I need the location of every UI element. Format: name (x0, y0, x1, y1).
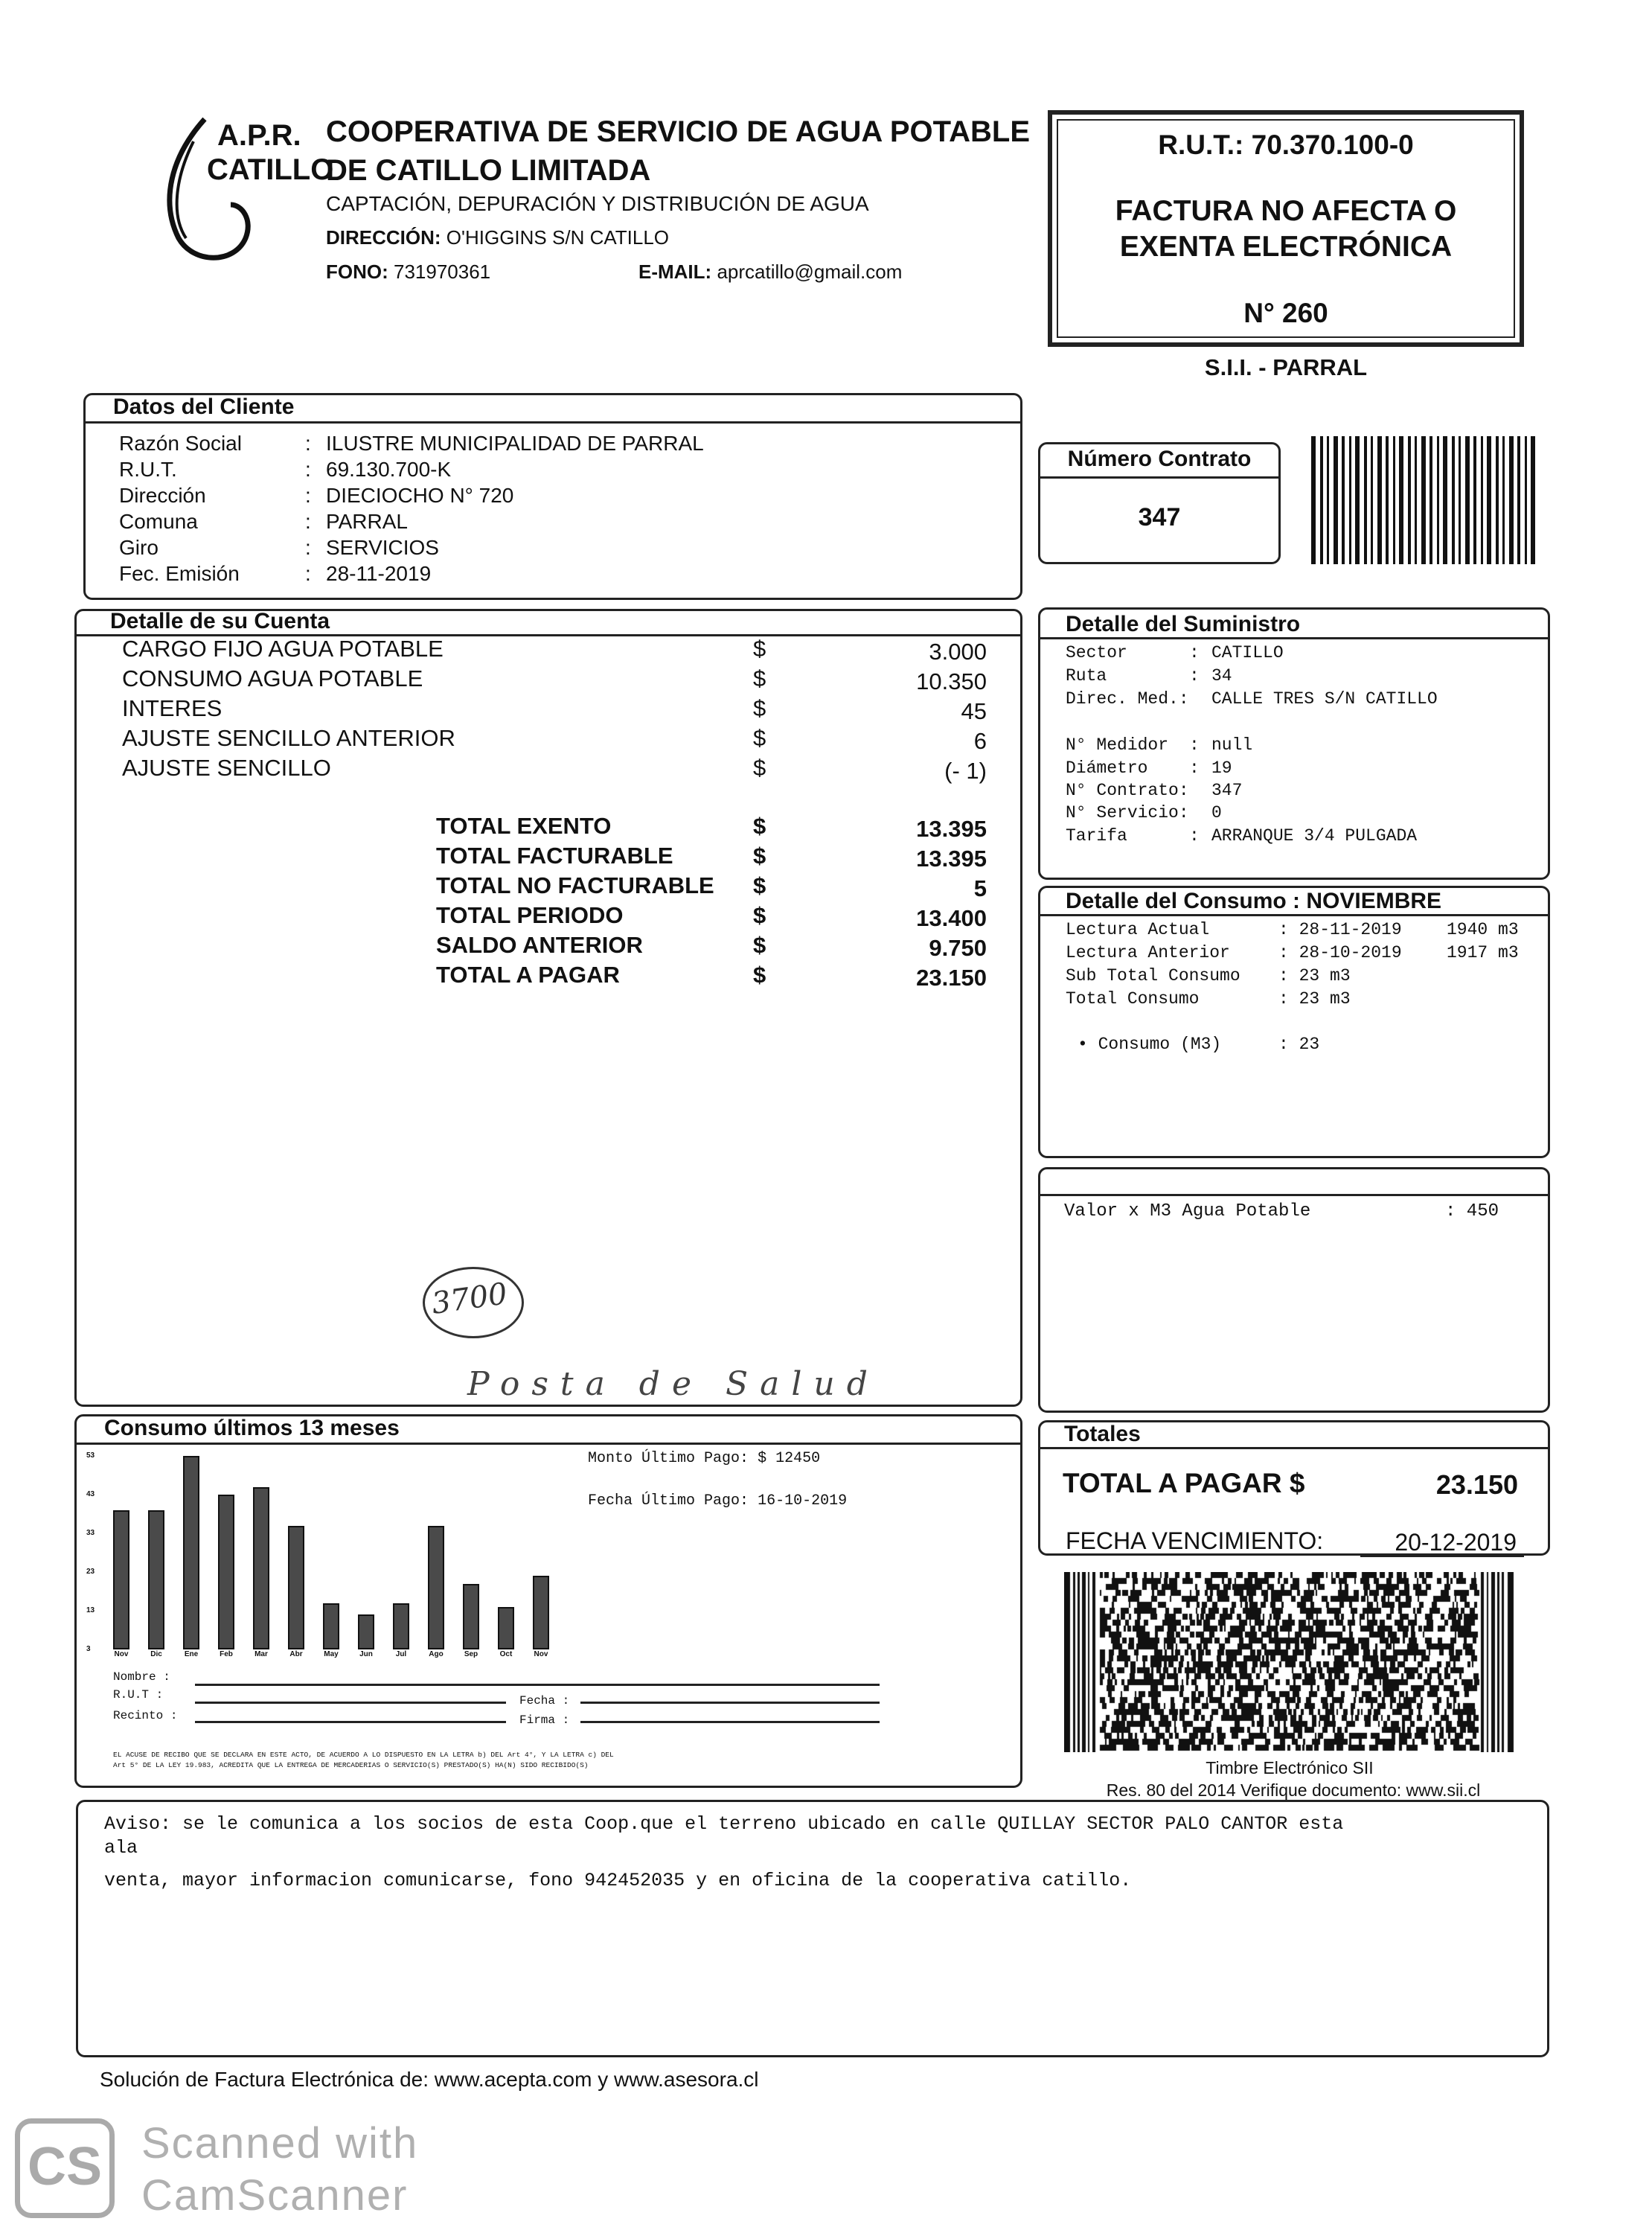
supply-field-colon: : (1189, 643, 1200, 662)
chart-bar (183, 1456, 199, 1649)
chart-bar (253, 1487, 269, 1649)
account-item-currency: $ (753, 636, 766, 662)
receipt-name-label: Nombre : (113, 1670, 170, 1684)
watermark-line1: Scanned with (141, 2119, 419, 2167)
client-field-value: PARRAL (326, 510, 408, 533)
total-to-pay-value: 23.150 (1435, 1469, 1518, 1500)
account-item-value: 6 (973, 728, 987, 754)
client-field-label: Dirección (119, 484, 206, 507)
receipt-date-label: Fecha : (519, 1694, 570, 1708)
account-total-value: 9.750 (929, 935, 987, 961)
y-tick-label: 23 (86, 1568, 95, 1576)
account-total-currency: $ (753, 902, 766, 928)
client-field-colon: : (305, 562, 311, 585)
x-tick-label: Oct (499, 1650, 513, 1658)
consumption-field-value: : 23 m3 (1278, 966, 1351, 985)
chart-bar (358, 1614, 374, 1649)
account-item-value: 10.350 (916, 668, 987, 694)
chart-bar (323, 1603, 339, 1649)
client-field-colon: : (305, 484, 311, 507)
invoice-title-line2: EXENTA ELECTRÓNICA (1119, 231, 1453, 263)
account-total-value: 13.400 (916, 905, 987, 931)
client-field-value: 69.130.700-K (326, 458, 452, 481)
account-item-label: CONSUMO AGUA POTABLE (122, 665, 423, 691)
chart-bar (533, 1576, 549, 1649)
notice-line2: ala (104, 1837, 138, 1859)
receipt-rut-label: R.U.T : (113, 1688, 164, 1702)
supply-field-label: Diámetro (1066, 758, 1148, 778)
client-field-label: Giro (119, 536, 159, 559)
client-field-value: ILUSTRE MUNICIPALIDAD DE PARRAL (326, 432, 704, 455)
last-payment-amount-label: Monto Último Pago: (588, 1450, 749, 1467)
supply-field-colon: : (1189, 666, 1200, 686)
client-field-colon: : (305, 432, 311, 455)
supply-field-value: CALLE TRES S/N CATILLO (1211, 689, 1438, 709)
account-total-label: TOTAL EXENTO (436, 813, 612, 839)
receipt-name-line (195, 1684, 880, 1686)
account-total-currency: $ (753, 932, 766, 958)
x-tick-label: Abr (289, 1650, 303, 1658)
x-tick-label: Feb (220, 1650, 233, 1658)
account-item-label: AJUSTE SENCILLO (122, 755, 331, 781)
account-total-currency: $ (753, 872, 766, 898)
receipt-signature-label: Firma : (519, 1713, 570, 1727)
electronic-stamp-label: Timbre Electrónico SII (1206, 1758, 1374, 1777)
y-tick-label: 3 (86, 1645, 91, 1653)
last-payment-date-value: 16-10-2019 (758, 1492, 848, 1510)
account-total-value: 23.150 (916, 965, 987, 991)
consumption-detail-title: Detalle del Consumo : NOVIEMBRE (1066, 889, 1442, 913)
receipt-place-line (195, 1721, 506, 1723)
account-item-currency: $ (753, 755, 766, 781)
account-total-label: TOTAL NO FACTURABLE (436, 872, 714, 898)
x-tick-label: Dic (150, 1650, 162, 1658)
contract-number-title: Número Contrato (1067, 447, 1252, 471)
supply-field-label: Direc. Med.: (1066, 689, 1189, 709)
consumption-field-label: Sub Total Consumo (1066, 966, 1240, 985)
receipt-legal-line1: EL ACUSE DE RECIBO QUE SE DECLARA EN ESTE ACTO, DE ACUERDO A LO DISPUESTO EN LA LETRA b) DEL Art 4°, Y LA LETRA c) DEL (113, 1751, 614, 1759)
supply-field-label: Ruta (1066, 666, 1107, 686)
receipt-date-line (580, 1702, 880, 1704)
y-tick-label: 43 (86, 1490, 95, 1498)
address-value: O'HIGGINS S/N CATILLO (446, 226, 669, 249)
consumption-field-label: Lectura Actual (1066, 920, 1210, 939)
account-total-value: 13.395 (916, 816, 987, 842)
pdf417-pattern (1064, 1572, 1515, 1752)
consumption-m3-label: • Consumo (M3) (1078, 1035, 1222, 1054)
electronic-stamp-verify: Res. 80 del 2014 Verifique documento: www.sii.cl (1106, 1780, 1481, 1800)
x-tick-label: Mar (254, 1650, 268, 1658)
account-item-currency: $ (753, 665, 766, 691)
company-name-line1: COOPERATIVA DE SERVICIO DE AGUA POTABLE (326, 115, 1031, 148)
x-tick-label: Ago (429, 1650, 444, 1658)
client-field-label: Comuna (119, 510, 198, 533)
chart-bar (428, 1526, 444, 1649)
supply-field-label: Tarifa (1066, 826, 1127, 846)
account-item-label: INTERES (122, 695, 222, 721)
supply-detail-title: Detalle del Suministro (1066, 612, 1301, 636)
sii-office: S.I.I. - PARRAL (1204, 354, 1368, 380)
company-address (326, 226, 669, 249)
due-date-value: 20-12-2019 (1395, 1529, 1517, 1556)
x-tick-label: Jun (359, 1650, 373, 1658)
account-item-label: CARGO FIJO AGUA POTABLE (122, 636, 444, 662)
supply-field-label: N° Medidor (1066, 735, 1169, 755)
company-phone (326, 261, 490, 284)
receipt-signature-line (580, 1721, 880, 1723)
account-item-value: (- 1) (944, 758, 987, 784)
account-total-value: 5 (973, 875, 987, 901)
contract-number-value: 347 (1138, 503, 1181, 531)
last-payment-amount-value: $ 12450 (758, 1450, 821, 1467)
handwritten-amount: 3700 (429, 1277, 510, 1321)
account-total-currency: $ (753, 843, 766, 869)
x-tick-label: Nov (534, 1650, 548, 1658)
notice-line1: Aviso: se le comunica a los socios de esta Coop.que el terreno ubicado en calle QUILLAY SECTOR PALO CANTOR esta (104, 1813, 1344, 1835)
phone-label: FONO: (326, 261, 388, 283)
supply-field-value: CATILLO (1211, 643, 1284, 662)
client-field-colon: : (305, 510, 311, 533)
supply-field-colon: : (1189, 758, 1200, 778)
account-item-value: 45 (961, 698, 987, 724)
account-total-value: 13.395 (916, 846, 987, 872)
client-field-value: 28-11-2019 (326, 562, 432, 585)
y-tick-label: 33 (86, 1529, 95, 1537)
client-field-colon: : (305, 458, 311, 481)
consumption-field-value: : 28-11-2019 (1278, 920, 1402, 939)
x-tick-label: Sep (464, 1650, 478, 1658)
email-label: E-MAIL: (638, 261, 712, 283)
address-label: DIRECCIÓN: (326, 226, 441, 249)
price-per-m3-value: : 450 (1445, 1201, 1499, 1221)
account-detail-title: Detalle de su Cuenta (110, 609, 330, 633)
chart-bar (393, 1603, 409, 1649)
consumption-field-label: Lectura Anterior (1066, 943, 1230, 962)
watermark-line2: CamScanner (141, 2171, 409, 2220)
x-tick-label: Jul (395, 1650, 407, 1658)
supply-field-value: null (1211, 735, 1253, 755)
price-per-m3-label: Valor x M3 Agua Potable (1064, 1201, 1311, 1221)
client-field-value: DIECIOCHO N° 720 (326, 484, 514, 507)
consumption-field-label: Total Consumo (1066, 989, 1200, 1009)
consumption-field-value: : 23 m3 (1278, 989, 1351, 1009)
account-total-currency: $ (753, 813, 766, 839)
consumption-field-reading: 1940 m3 (1447, 920, 1519, 939)
account-total-label: TOTAL FACTURABLE (436, 843, 673, 869)
account-item-label: AJUSTE SENCILLO ANTERIOR (122, 725, 455, 751)
invoice-title-line1: FACTURA NO AFECTA O (1115, 195, 1457, 227)
contract-barcode (1311, 436, 1536, 564)
chart-bar (148, 1510, 164, 1649)
account-total-label: SALDO ANTERIOR (436, 932, 643, 958)
chart-bar (113, 1510, 129, 1649)
notice-line3: venta, mayor informacion comunicarse, fono 942452035 y en oficina de la cooperativa catillo. (104, 1870, 1132, 1891)
notice-panel (76, 1800, 1549, 2057)
supply-field-colon: : (1189, 735, 1200, 755)
chart-bar (218, 1495, 234, 1649)
due-date-label: FECHA VENCIMIENTO: (1066, 1527, 1324, 1554)
totals-title: Totales (1064, 1422, 1141, 1446)
company-name-line2: DE CATILLO LIMITADA (326, 154, 651, 187)
receipt-place-label: Recinto : (113, 1709, 178, 1722)
client-field-label: Razón Social (119, 432, 242, 455)
supply-field-colon: : (1189, 826, 1200, 846)
email-value: aprcatillo@gmail.com (717, 261, 903, 283)
camscanner-logo-text: CS (27, 2137, 103, 2197)
supply-field-value: ARRANQUE 3/4 PULGADA (1211, 826, 1418, 846)
account-total-currency: $ (753, 962, 766, 988)
receipt-legal-line2: Art 5° DE LA LEY 19.983, ACREDITA QUE LA ENTREGA DE MERCADERIAS O SERVICIO(S) PRESTADO(S) HA(N) SIDO RECIBIDO(S) (113, 1761, 589, 1769)
last-payment-amount (588, 1450, 820, 1467)
consumption-field-value: : 28-10-2019 (1278, 943, 1402, 962)
supply-field-value: 0 (1211, 803, 1222, 822)
supply-field-value: 34 (1211, 666, 1232, 686)
supply-field-value: 347 (1211, 781, 1243, 800)
company-email (638, 261, 902, 284)
account-item-currency: $ (753, 725, 766, 751)
supply-field-label: N° Servicio: (1066, 803, 1189, 822)
invoice-id-box (1048, 110, 1524, 347)
account-item-currency: $ (753, 695, 766, 721)
last-payment-date-label: Fecha Último Pago: (588, 1492, 749, 1510)
client-field-label: R.U.T. (119, 458, 177, 481)
client-field-colon: : (305, 536, 311, 559)
x-tick-label: Ene (184, 1650, 199, 1658)
electronic-stamp-barcode (1064, 1572, 1515, 1752)
account-total-label: TOTAL PERIODO (436, 902, 624, 928)
invoice-rut: R.U.T.: 70.370.100-0 (1158, 130, 1414, 160)
y-tick-label: 53 (86, 1451, 95, 1460)
x-tick-label: Nov (114, 1650, 129, 1658)
logo-text-apr: A.P.R. (217, 119, 301, 152)
consumption-field-reading: 1917 m3 (1447, 943, 1519, 962)
last-payment-date (588, 1492, 847, 1510)
invoice-number: N° 260 (1243, 298, 1328, 328)
footer-credits: Solución de Factura Electrónica de: www.acepta.com y www.asesora.cl (100, 2068, 759, 2091)
company-description: CAPTACIÓN, DEPURACIÓN Y DISTRIBUCIÓN DE AGUA (326, 192, 869, 215)
chart-bar (498, 1607, 514, 1649)
client-field-label: Fec. Emisión (119, 562, 240, 585)
total-to-pay-label: TOTAL A PAGAR $ (1063, 1468, 1305, 1498)
y-tick-label: 13 (86, 1606, 95, 1614)
handwritten-posta-de-salud: Posta de Salud (467, 1365, 880, 1403)
consumption-m3-value: : 23 (1278, 1035, 1320, 1054)
chart-bar (288, 1526, 304, 1649)
x-tick-label: May (324, 1650, 339, 1658)
consumption-bar-chart (82, 1450, 580, 1660)
receipt-rut-line (195, 1702, 506, 1704)
phone-value: 731970361 (394, 261, 491, 283)
supply-field-value: 19 (1211, 758, 1232, 778)
client-data-title: Datos del Cliente (113, 394, 295, 419)
chart-bar (463, 1584, 479, 1649)
client-field-value: SERVICIOS (326, 536, 439, 559)
account-total-label: TOTAL A PAGAR (436, 962, 620, 988)
consumption-history-title: Consumo últimos 13 meses (104, 1416, 400, 1440)
logo-text-catillo: CATILLO (207, 153, 334, 186)
supply-field-label: N° Contrato: (1066, 781, 1189, 800)
supply-field-label: Sector (1066, 643, 1127, 662)
account-item-value: 3.000 (929, 639, 987, 665)
